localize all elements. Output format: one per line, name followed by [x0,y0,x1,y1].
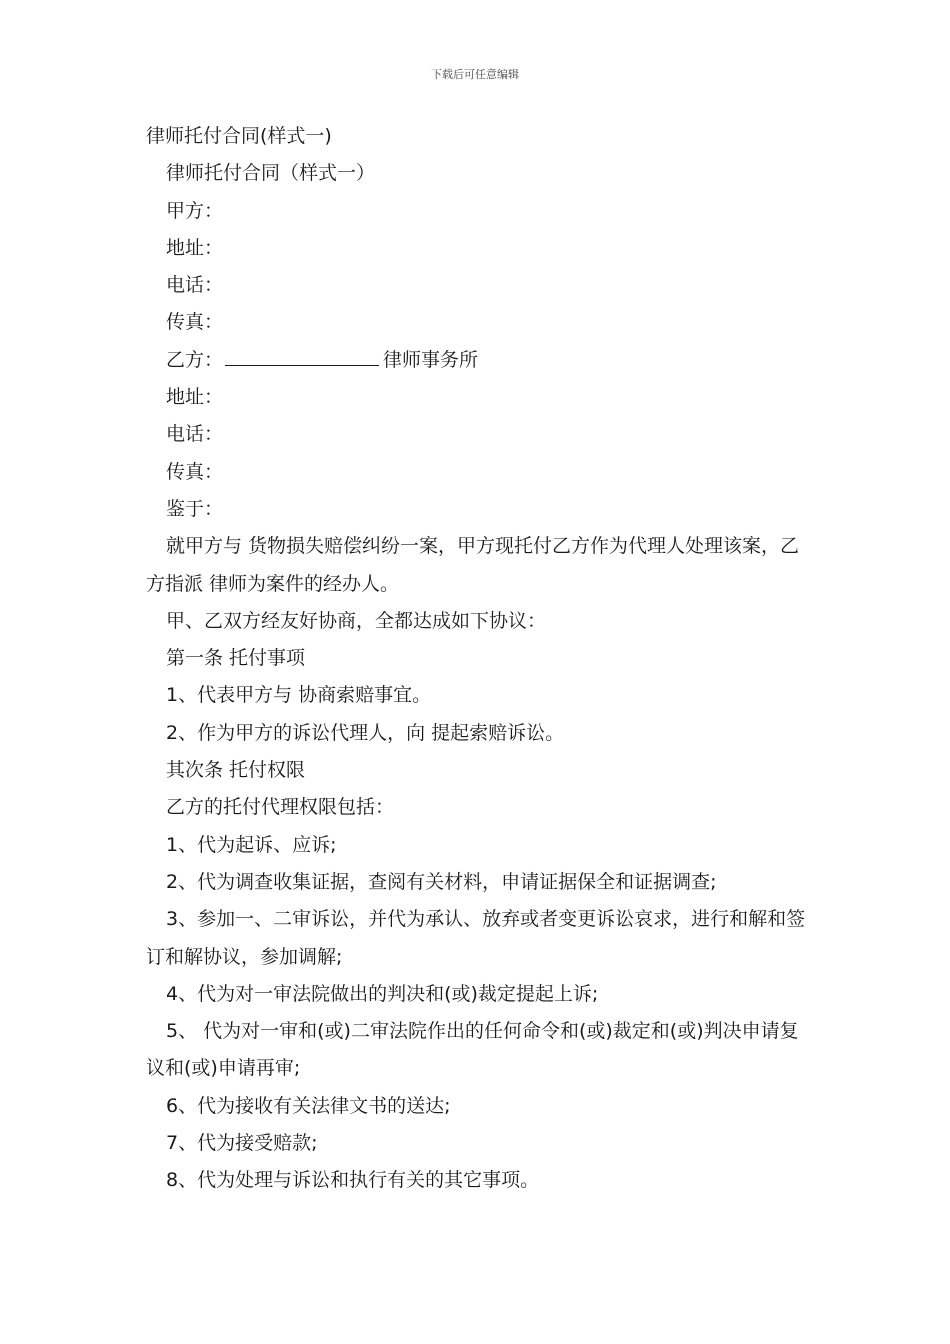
document-title: 律师托付合同(样式一) [146,125,332,147]
party-a-fax: 传真： [166,311,224,334]
party-a-address: 地址： [166,236,224,259]
party-b-firm: 律师事务所 [383,348,479,371]
article-2-item: 6、代为接收有关法律文书的送达; [166,1094,451,1117]
party-b-phone: 电话： [166,423,224,446]
case-paragraph: 就甲方与 货物损失赔偿纠纷一案，甲方现托付乙方作为代理人处理该案，乙方指派 律师为案件的经办人。 [146,535,800,595]
article-2-intro: 乙方的托付代理权限包括： [166,796,395,819]
article-1-item: 2、作为甲方的诉讼代理人，向 提起索赔诉讼。 [166,721,565,744]
contract-body [146,118,810,1200]
article-2-item: 3、参加一、二审诉讼，并代为承认、放弃或者变更诉讼哀求，进行和解和签订和解协议，参加调解; [146,908,806,968]
document-subtitle: 律师托付合同（样式一） [166,162,376,185]
party-b-fax: 传真： [166,460,224,483]
article-2-item: 1、代为起诉、应诉; [166,833,337,856]
party-b-line [146,342,810,379]
party-a-phone: 电话： [166,274,224,297]
article-1-item: 1、代表甲方与 协商索赔事宜。 [166,684,432,707]
article-2-item: 8、代为处理与诉讼和执行有关的其它事项。 [166,1169,540,1192]
article-2-item: 2、代为调查收集证据，查阅有关材料，申请证据保全和证据调查; [166,870,717,893]
party-b-label: 乙方： [166,348,224,371]
party-b-address: 地址： [166,386,224,409]
article-2-item: 5、 代为对一审和(或)二审法院作出的任何命令和(或)裁定和(或)判决申请复议和(或)申请再审; [146,1020,799,1080]
article-1-title: 第一条 托付事项 [166,647,306,670]
page-header-note: 下载后可任意编辑 [431,68,519,81]
article-2-item: 7、代为接受赔款; [166,1132,318,1155]
article-2-item: 4、代为对一审法院做出的判决和(或)裁定提起上诉; [166,982,599,1005]
fill-in-blank [225,347,379,366]
agreement-paragraph: 甲、乙双方经友好协商，全都达成如下协议： [166,609,547,632]
whereas-label: 鉴于： [166,497,224,520]
article-2-title: 其次条 托付权限 [166,759,306,782]
party-a-label: 甲方： [166,199,224,222]
